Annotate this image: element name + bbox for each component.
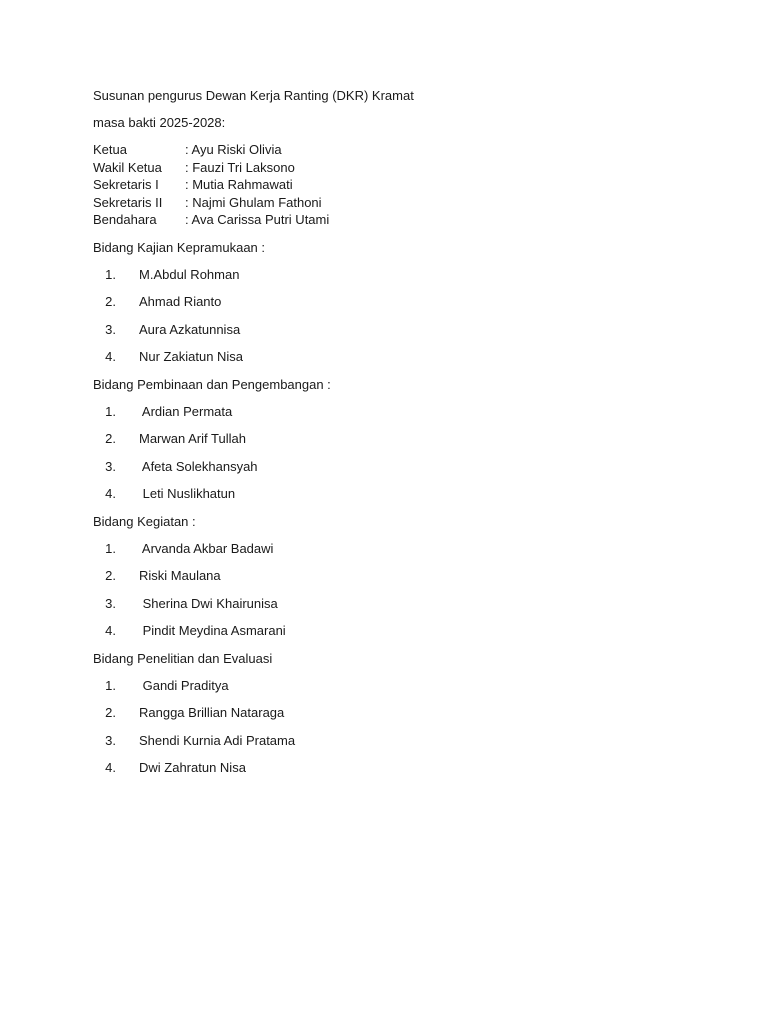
member-name: Aura Azkatunnisa: [139, 321, 241, 337]
list-item: [93, 293, 693, 310]
member-name: Pindit Meydina Asmarani: [139, 623, 286, 638]
document-period: masa bakti 2025-2028:: [93, 115, 226, 130]
list-item: [93, 677, 693, 694]
document-title: Susunan pengurus Dewan Kerja Ranting (DKR) Kramat: [93, 88, 414, 103]
list-item: [93, 485, 693, 502]
list-item: [93, 321, 693, 338]
member-list-penelitian-evaluasi: [93, 677, 693, 777]
member-list-kegiatan: [93, 540, 693, 640]
list-number: 1.: [105, 677, 116, 693]
officer-role: Sekretaris II: [93, 194, 163, 210]
list-number: 3.: [105, 321, 116, 337]
list-number: 3.: [105, 732, 116, 748]
member-name: Arvanda Akbar Badawi: [139, 540, 274, 556]
section-heading-penelitian-evaluasi: Bidang Penelitian dan Evaluasi: [93, 650, 273, 666]
officer-name: : Ayu Riski Olivia: [185, 142, 282, 157]
list-item: [93, 595, 693, 612]
officer-list: [93, 141, 693, 229]
list-item: [93, 622, 693, 639]
member-name: M.Abdul Rohman: [139, 266, 240, 282]
officer-role: Sekretaris I: [93, 177, 159, 192]
list-number: 4.: [105, 623, 116, 638]
member-name: Gandi Praditya: [139, 677, 229, 693]
list-item: [93, 567, 693, 584]
officer-row: [93, 141, 693, 159]
list-number: 3.: [105, 458, 116, 474]
list-item: [93, 348, 693, 365]
document-content: [93, 87, 693, 787]
officer-role: Bendahara: [93, 212, 157, 227]
officer-role: Ketua: [93, 142, 127, 157]
list-item: [93, 430, 693, 447]
member-list-kajian-kepramukaan: [93, 266, 693, 366]
member-name: Sherina Dwi Khairunisa: [139, 595, 278, 611]
list-item: [93, 458, 693, 475]
member-name: Riski Maulana: [139, 568, 221, 583]
list-item: [93, 266, 693, 283]
member-list-pembinaan-pengembangan: [93, 403, 693, 503]
list-number: 1.: [105, 403, 116, 419]
member-name: Dwi Zahratun Nisa: [139, 760, 246, 775]
section-heading-kajian-kepramukaan: Bidang Kajian Kepramukaan :: [93, 239, 266, 255]
section-heading-kegiatan: Bidang Kegiatan :: [93, 513, 196, 529]
list-item: [93, 540, 693, 557]
member-name: Rangga Brillian Nataraga: [139, 705, 285, 720]
list-number: 4.: [105, 349, 116, 364]
officer-name: : Fauzi Tri Laksono: [185, 159, 295, 175]
list-number: 3.: [105, 595, 116, 611]
list-item: [93, 403, 693, 420]
list-number: 2.: [105, 294, 116, 309]
officer-row: [93, 211, 693, 229]
list-item: [93, 732, 693, 749]
officer-name: : Ava Carissa Putri Utami: [185, 212, 330, 227]
list-item: [93, 704, 693, 721]
officer-row: [93, 176, 693, 194]
list-number: 1.: [105, 540, 116, 556]
member-name: Shendi Kurnia Adi Pratama: [139, 732, 296, 748]
member-name: Ahmad Rianto: [139, 294, 222, 309]
officer-row: [93, 159, 693, 177]
member-name: Nur Zakiatun Nisa: [139, 349, 244, 364]
list-number: 4.: [105, 486, 116, 501]
officer-name: : Najmi Ghulam Fathoni: [185, 194, 322, 210]
list-number: 4.: [105, 760, 116, 775]
list-number: 1.: [105, 266, 116, 282]
member-name: Marwan Arif Tullah: [139, 431, 246, 446]
list-number: 2.: [105, 568, 116, 583]
officer-role: Wakil Ketua: [93, 159, 162, 175]
member-name: Ardian Permata: [139, 403, 233, 419]
officer-row: [93, 194, 693, 212]
officer-name: : Mutia Rahmawati: [185, 177, 293, 192]
section-heading-pembinaan-pengembangan: Bidang Pembinaan dan Pengembangan :: [93, 376, 331, 392]
member-name: Afeta Solekhansyah: [139, 458, 258, 474]
list-number: 2.: [105, 705, 116, 720]
list-item: [93, 759, 693, 776]
member-name: Leti Nuslikhatun: [139, 486, 236, 501]
list-number: 2.: [105, 431, 116, 446]
